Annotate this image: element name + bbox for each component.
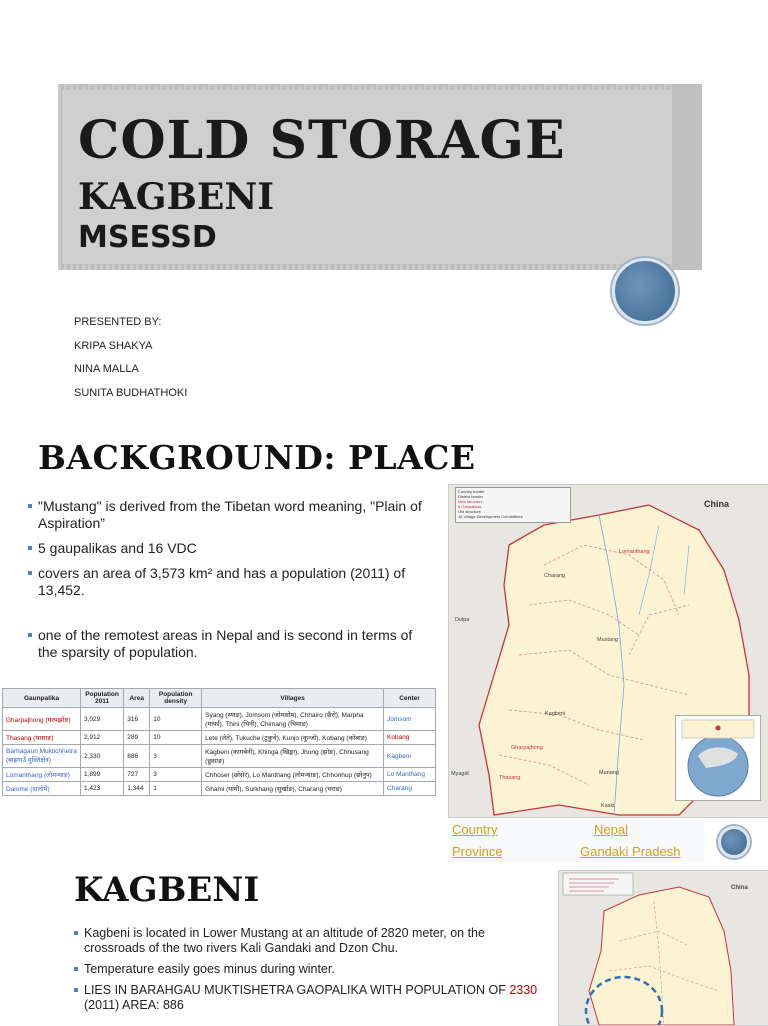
map-label-china: China [703, 499, 729, 509]
table-header: Area [124, 689, 150, 708]
info-label[interactable]: Province [452, 844, 503, 859]
bullet-text: (2011) AREA: 886 [84, 998, 184, 1012]
map-label: Kagbeni [545, 711, 566, 717]
table-cell-link[interactable]: Charang [384, 782, 436, 796]
table-header: Population density [150, 689, 202, 708]
table-cell: Ghami (घामी), Surkhang (सुर्खाङ), Charang (चराङ) [202, 782, 384, 796]
table-cell: 10 [150, 731, 202, 745]
table-cell: Kagbeni (कागबेनी), Khinga (खिङ्गा), Jhong (झोङ), Chhusang (छुसाङ) [202, 745, 384, 768]
globe-icon [676, 716, 760, 800]
map-label: Kaski [601, 803, 615, 809]
table-header: Gaunpalika [3, 689, 81, 708]
table-cell: 289 [124, 731, 150, 745]
table-cell: 10 [150, 708, 202, 731]
decorative-circle-icon [718, 826, 750, 858]
presented-by-label: PRESENTED BY: [74, 316, 162, 328]
table-cell-link[interactable]: Jomsom [384, 708, 436, 731]
table-cell: 2,912 [80, 731, 123, 745]
map-label: Lomanthang [619, 549, 650, 555]
table-cell: 1,344 [124, 782, 150, 796]
legend-entry: 16 Village Development Committees [458, 514, 523, 519]
table-cell: 886 [124, 745, 150, 768]
legend-entry: Old structure [458, 509, 481, 514]
bullet-list [74, 926, 544, 1019]
table-cell-link[interactable]: Lomanthang (लोमन्थाङ) [3, 768, 81, 782]
table-header: Center [384, 689, 436, 708]
slide-title: KAGBENI [74, 870, 260, 910]
bullet-item: 5 gaupalikas and 16 VDC [28, 540, 428, 557]
decorative-circle-icon [612, 258, 678, 324]
table-row [3, 768, 436, 782]
map-label: Dolpa [455, 617, 470, 623]
map-label: Mustang [597, 637, 619, 643]
table-header: Villages [202, 689, 384, 708]
title-slide [0, 0, 768, 420]
info-label-country[interactable] [452, 822, 498, 837]
table-row [3, 731, 436, 745]
map-illustration [559, 871, 768, 1025]
info-value-country[interactable] [594, 822, 628, 837]
title-band-edge [672, 84, 702, 270]
presenter-name: SUNITA BUDHATHOKI [74, 386, 188, 399]
table-row [3, 782, 436, 796]
presenter-name: KRIPA SHAKYA [74, 339, 153, 352]
map-inset-globe [675, 715, 761, 801]
title-band [58, 84, 702, 270]
slide-title: COLD STORAGE [78, 110, 566, 171]
kagbeni-map [558, 870, 768, 1026]
table-cell: 3 [150, 745, 202, 768]
bullet-item [74, 983, 544, 1013]
map-label: Myagdi [451, 771, 469, 777]
presenter-name: NINA MALLA [74, 363, 139, 375]
bullet-text: LIES IN BARAHGAU MUKTISHETRA GAOPALIKA WITH POPULATION OF [84, 983, 506, 997]
legend-entry: New structure [458, 499, 483, 504]
table-cell: 3 [150, 768, 202, 782]
table-cell-link[interactable]: Lo Manthang [384, 768, 436, 782]
map-label: Manang [599, 770, 619, 776]
table-cell: 1,423 [80, 782, 123, 796]
table-row [3, 708, 436, 731]
info-value-province[interactable] [580, 844, 680, 859]
table-row [3, 745, 436, 768]
bullet-item: covers an area of 3,573 km² and has a population (2011) of 13,452. [28, 565, 428, 599]
table-header: Population 2011 [80, 689, 123, 708]
table-cell: Lete (लेते), Tukuche (टुकुचे), Kunjo (कुन्जो), Kobang (कोबाङ) [202, 731, 384, 745]
background-slide [0, 428, 768, 864]
table-cell-link[interactable]: Gharpajhong (घरपझोङ) [3, 708, 81, 731]
gaunpalika-table [2, 688, 436, 796]
table-header-row [3, 689, 436, 708]
map-label: Charang [544, 573, 566, 579]
table-cell: 1 [150, 782, 202, 796]
table-cell-link[interactable]: Kagbeni [384, 745, 436, 768]
map-label: Thasang [499, 775, 521, 781]
legend-entry: 5 Gaupalikas [458, 504, 482, 509]
legend-entry: Country border [458, 489, 485, 494]
table-cell-link[interactable]: Kobang [384, 731, 436, 745]
map-label-china: China [731, 885, 748, 891]
slide-title: BACKGROUND: PLACE [38, 438, 476, 477]
bullet-list [28, 498, 428, 669]
bullet-item: Kagbeni is located in Lower Mustang at an altitude of 2820 meter, on the crossroads of the two rivers Kali Gandaki and Dzon Chu. [74, 926, 544, 956]
bullet-item: Temperature easily goes minus during winter. [74, 962, 544, 977]
table-cell-link[interactable]: Barhagaun Muktichhetra (बाह्रगाउँ मुक्तिक्षेत्र) [3, 745, 81, 768]
slide-org: MSESSD [78, 220, 217, 255]
mustang-map [448, 484, 768, 818]
population-value: 2330 [509, 983, 538, 997]
bullet-item: "Mustang" is derived from the Tibetan word meaning, "Plain of Aspiration” [28, 498, 428, 532]
map-label: Gharpajhong [511, 745, 543, 751]
info-value[interactable]: Nepal [594, 822, 628, 837]
table-cell: 1,899 [80, 768, 123, 782]
slide-subtitle: KAGBENI [78, 176, 275, 218]
table-cell: 316 [124, 708, 150, 731]
table-cell: Chhoser (छोसेर), Lo Manthang (लोमन्थाङ), Chhonhup (छोनुप) [202, 768, 384, 782]
map-legend [455, 487, 571, 523]
table-cell: 3,029 [80, 708, 123, 731]
kagbeni-slide [0, 866, 768, 1024]
table-cell-link[interactable]: Thasang (थासाङ) [3, 731, 81, 745]
info-label-province[interactable] [452, 844, 503, 859]
table-cell: 2,330 [80, 745, 123, 768]
bullet-item: one of the remotest areas in Nepal and is second in terms of the sparsity of population. [28, 627, 428, 661]
info-value[interactable]: Gandaki Pradesh [580, 844, 681, 859]
table-cell-link[interactable]: Dalome (दालोमे) [3, 782, 81, 796]
table-cell: 727 [124, 768, 150, 782]
presenters-block [74, 316, 187, 410]
legend-entry: District border [458, 494, 483, 499]
info-label[interactable]: Country [452, 822, 498, 837]
table-cell: Syang (स्याङ), Jomsom (जोमसोम), Chhairo (छैरो), Marpha (मार्फा), Thini (थिनी), Chimang (चिमाङ) [202, 708, 384, 731]
